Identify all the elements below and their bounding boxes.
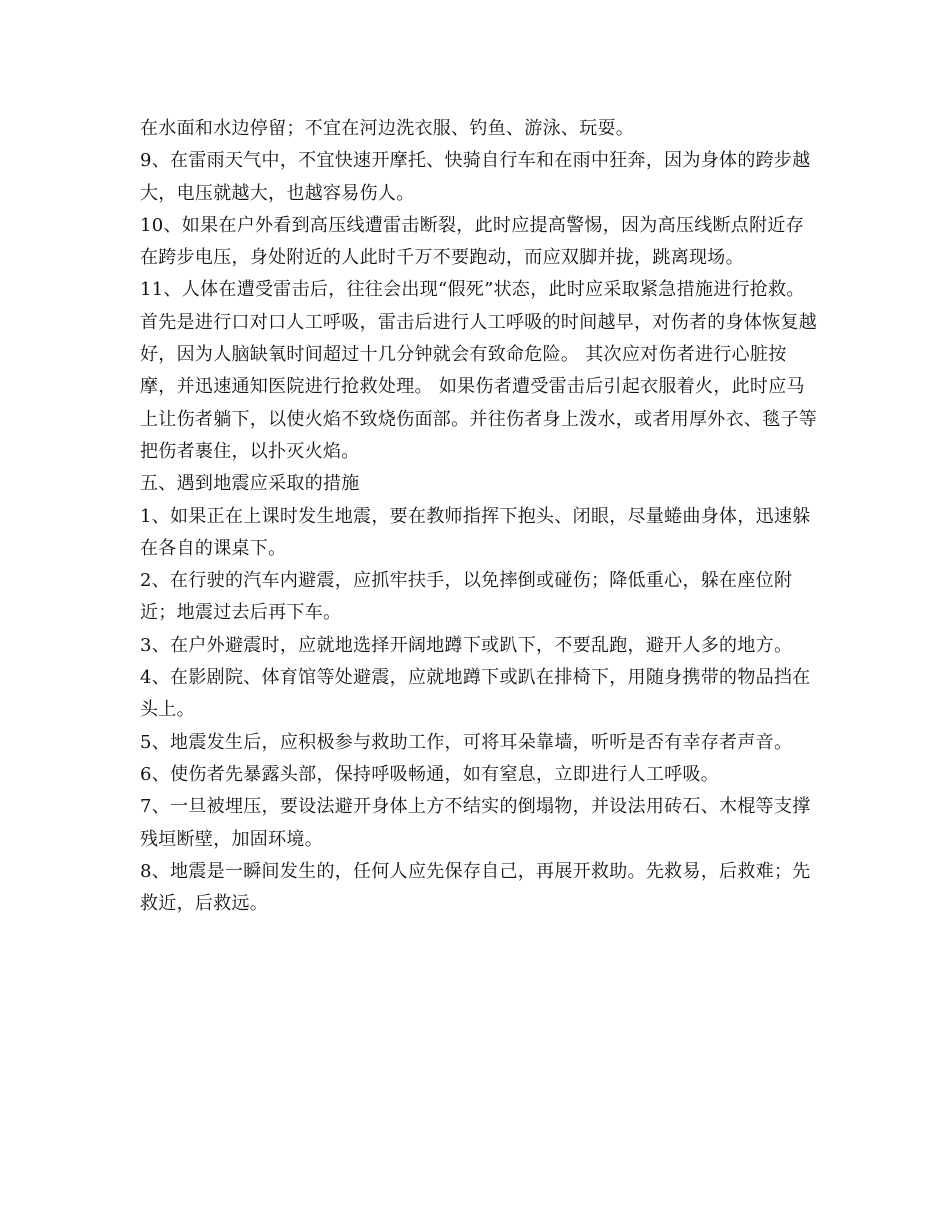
paragraph-continuation: 在水面和水边停留；不宜在河边洗衣服、钓鱼、游泳、玩耍。 — [140, 118, 635, 139]
earthquake-item-6: 6、使伤者先暴露头部，保持呼吸畅通，如有窒息，立即进行人工呼吸。 — [140, 763, 720, 785]
paragraph-item-10: 10、如果在户外看到高压线遭雷击断裂，此时应提高警惕，因为高压线断点附近存在跨步电压，身处附近的人此时千万不要跑动，而应双脚并拢，跳离现场。 — [140, 214, 805, 269]
earthquake-item-3: 3、在户外避震时，应就地选择开阔地蹲下或趴下，不要乱跑，避开人多的地方。 — [140, 634, 793, 656]
earthquake-item-7: 7、一旦被埋压，要设法避开身体上方不结实的倒塌物，并设法用砖石、木棍等支撑残垣断壁，加固环境。 — [140, 796, 811, 850]
earthquake-item-2: 2、在行驶的汽车内避震，应抓牢扶手，以免摔倒或碰伤；降低重心，躲在座位附近；地震过去后再下车。 — [140, 570, 793, 624]
document-body — [140, 113, 820, 920]
earthquake-item-5: 5、地震发生后，应积极参与救助工作，可将耳朵靠墙，听听是否有幸存者声音。 — [140, 731, 793, 753]
paragraph-item-11: 11、人体在遭受雷击后，往往会出现“假死”状态，此时应采取紧急措施进行抢救。首先是进行口对口人工呼吸，雷击后进行人工呼吸的时间越早，对伤者的身体恢复越好，因为人脑缺氧时间超过十几分钟就会有致命危险。 其次应对伤者进行心脏按摩，并迅速通知医院进行抢救处理。 如果伤者遭受雷击后引起衣服着火，此时应马上让伤者躺下，以使火焰不致烧伤面部。并往伤者身上泼水，或者用厚外衣、毯子等把伤者裹住，以扑灭火焰。 — [140, 279, 818, 462]
section-heading-earthquake: 五、遇到地震应采取的措施 — [140, 473, 360, 495]
earthquake-item-4: 4、在影剧院、体育馆等处避震，应就地蹲下或趴在排椅下，用随身携带的物品挡在头上。 — [140, 667, 811, 721]
paragraph-item-9: 9、在雷雨天气中，不宜快速开摩托、快骑自行车和在雨中狂奔，因为身体的跨步越大，电压就越大，也越容易伤人。 — [140, 150, 811, 204]
earthquake-item-1: 1、如果正在上课时发生地震，要在教师指挥下抱头、闭眼，尽量蜷曲身体，迅速躲在各自的课桌下。 — [140, 505, 811, 559]
earthquake-item-8: 8、地震是一瞬间发生的，任何人应先保存自己，再展开救助。先救易，后救难；先救近，后救远。 — [140, 860, 811, 915]
